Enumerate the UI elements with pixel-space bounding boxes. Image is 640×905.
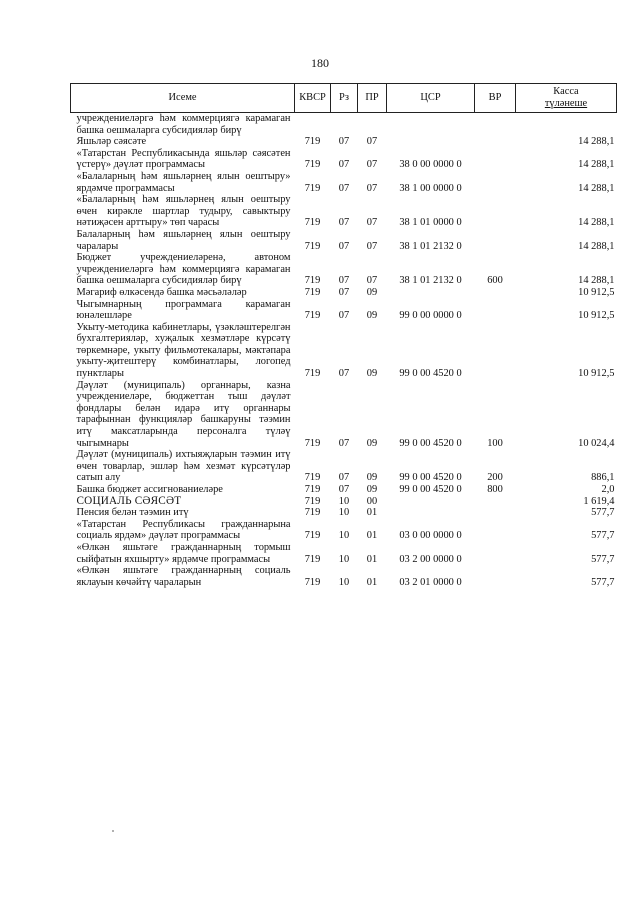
cell-sum: 886,1 [591,472,615,484]
cell-vr [475,299,516,322]
cell-pr: 07 [366,159,378,171]
cell-name: «Татарстан Республикасында яшьләр сәясәтен үстерү» дәүләт программасы [76,147,291,171]
cell-vr [475,136,516,148]
table-row [71,565,617,588]
cell-kvsr: 719 [304,240,321,252]
header-name: Исеме [71,84,295,113]
cell-rz: 10 [338,576,350,588]
cell-csr: 03 2 01 0000 0 [399,576,462,588]
cell-sum: 2,0 [601,484,615,495]
table-row [71,287,617,299]
cell-rz: 07 [338,368,350,380]
cell-sum: 1 619,4 [583,495,615,507]
cell-pr: 01 [366,553,378,565]
cell-pr: 07 [366,217,378,229]
table-row [71,252,617,287]
cell-kvsr: 719 [304,275,321,287]
table-row [71,148,617,171]
table-row [71,171,617,194]
cell-csr [387,507,475,519]
cell-sum: 577,7 [591,553,615,565]
cell-vr [475,507,516,519]
cell-csr: 99 0 00 4520 0 [399,368,462,380]
cell-kvsr: 719 [304,576,321,588]
table-row [71,380,617,450]
cell-pr: 01 [366,530,378,542]
cell-name: «Өлкән яшьтәге гражданнарның тормыш сыйфатын яхшырту» ярдәмче программасы [76,541,291,565]
cell-vr: 600 [487,275,503,287]
table-row [71,519,617,542]
scan-dot [112,830,114,832]
cell-vr [475,171,516,194]
cell-rz: 07 [338,275,350,287]
cell-rz: 07 [338,182,350,194]
cell-pr [358,113,387,137]
cell-name: «Балаларның һәм яшьләрнең ялын оештыру өчен кирәкле шартлар тудыру, савыктыру нәтиҗәсен арттыру» төп чарасы [76,194,291,229]
cell-name: «Татарстан Республикасы гражданнарына социаль ярдәм» дәүләт программасы [76,518,291,542]
cell-rz: 10 [338,507,350,519]
table-row [71,113,617,137]
cell-vr [475,148,516,171]
cell-name: учреждениеләргә һәм коммерциягә карамаган башка оешмаларга субсидияләр бирү [76,113,291,136]
cell-rz: 07 [338,484,350,495]
cell-csr [387,136,475,148]
cell-sum: 577,7 [591,576,615,588]
cell-vr: 800 [487,484,503,495]
cell-pr: 07 [366,136,378,148]
cell-pr: 09 [366,286,378,298]
page-number: 180 [311,56,329,70]
cell-csr: 38 0 00 0000 0 [399,159,462,171]
cell-rz: 07 [338,136,350,148]
cell-name: Балаларның һәм яшьләрнең ялын оештыру чаралары [76,228,291,252]
table-row [71,194,617,229]
cell-kvsr: 719 [304,484,321,495]
cell-csr: 99 0 00 0000 0 [399,310,462,322]
header-kassa-line2: түләнеше [544,98,588,109]
cell-csr: 38 1 01 2132 0 [399,240,462,252]
cell-name: СОЦИАЛЬ СӘЯСӘТ [76,494,182,507]
table-header-row [71,84,617,113]
cell-pr: 01 [366,576,378,588]
cell-kvsr: 719 [304,217,321,229]
cell-sum: 10 912,5 [578,310,615,322]
table-row [71,322,617,380]
cell-vr: 200 [487,472,503,484]
header-pr: ПР [358,84,387,113]
cell-kvsr: 719 [304,495,321,507]
cell-name: Бюджет учреждениеләренә, автоном учреждениеләргә һәм коммерциягә карамаган башка оешмаларга субсидияләр бирү [76,252,291,287]
cell-name: «Өлкән яшьтәге гражданнарның социаль яклауын көчәйтү чараларын [76,565,291,588]
cell-name: Укыту-методика кабинетлары, үзәкләштерелгән бухгалтерияләр, хуҗалык хезмәтләре күрсәтү төркемнәре, укыту фильмотекалары, мәктәпара укыту-җитештерү комбинатлары, логопед пунктлары [76,321,291,380]
cell-rz: 10 [338,553,350,565]
table-row [71,449,617,484]
cell-vr [475,229,516,252]
cell-name: Яшьләр сәясәте [76,136,147,148]
cell-kvsr: 719 [304,286,321,298]
cell-name: Чыгымнарның программага карамаган юнәлешләре [76,298,291,322]
cell-rz: 07 [338,217,350,229]
cell-name: Пенсия белән тәэмин итү [76,507,189,519]
cell-sum: 14 288,1 [578,159,615,171]
cell-rz: 10 [338,495,350,507]
cell-pr: 09 [366,310,378,322]
cell-vr [475,322,516,380]
cell-sum: 14 288,1 [578,240,615,252]
cell-csr: 38 1 01 2132 0 [399,275,462,287]
cell-rz: 07 [338,310,350,322]
cell-sum: 10 912,5 [578,286,615,298]
cell-kvsr: 719 [304,136,321,148]
cell-rz [331,113,358,137]
cell-rz: 07 [338,159,350,171]
header-vr: ВР [475,84,516,113]
cell-vr [475,194,516,229]
cell-name: Башка бюджет ассигнованиеләре [76,484,223,495]
cell-kvsr: 719 [304,507,321,519]
cell-sum: 10 912,5 [578,368,615,380]
table-row [71,229,617,252]
cell-pr: 09 [366,437,378,449]
cell-vr [475,113,516,137]
cell-csr: 38 1 01 0000 0 [399,217,462,229]
header-rz: Рз [331,84,358,113]
cell-sum: 577,7 [591,530,615,542]
table-row [71,507,617,519]
cell-kvsr: 719 [304,159,321,171]
header-csr: ЦСР [387,84,475,113]
cell-csr [387,287,475,299]
cell-rz: 07 [338,286,350,298]
cell-vr: 100 [487,437,503,449]
cell-kvsr: 719 [304,310,321,322]
cell-kvsr: 719 [304,553,321,565]
cell-vr [475,542,516,565]
header-kvsr: КВСР [295,84,331,113]
header-kassa-line1: Касса [553,86,579,97]
cell-sum: 10 024,4 [578,437,615,449]
cell-sum: 14 288,1 [578,136,615,148]
cell-csr: 03 2 00 0000 0 [399,553,462,565]
cell-pr: 07 [366,182,378,194]
table-row [71,136,617,148]
cell-kvsr: 719 [304,437,321,449]
cell-pr: 09 [366,368,378,380]
cell-kvsr: 719 [304,472,321,484]
cell-pr: 07 [366,240,378,252]
cell-rz: 07 [338,472,350,484]
cell-pr: 09 [366,484,378,495]
cell-name: Дәүләт (муниципаль) органнары, казна учреждениеләре, бюджеттан тыш дәүләт фондлары белән идарә итү органнары тарафыннан функцияләр башкаруны тәэмин итү максатларында персоналга түләү чыгымнары [76,379,291,449]
cell-csr: 99 0 00 4520 0 [399,484,462,495]
table-body [71,113,617,589]
cell-sum: 14 288,1 [578,275,615,287]
table-row [71,542,617,565]
cell-kvsr: 719 [304,530,321,542]
cell-csr: 99 0 00 4520 0 [399,472,462,484]
table-row [71,484,617,496]
cell-csr: 38 1 00 0000 0 [399,182,462,194]
cell-rz: 07 [338,437,350,449]
budget-table [70,83,617,588]
cell-kvsr: 719 [304,182,321,194]
cell-name: Дәүләт (муниципаль) ихтыяҗларын тәэмин итү өчен товарлар, эшләр һәм хезмәт күрсәтүләр сатып алу [76,449,291,484]
cell-sum: 14 288,1 [578,182,615,194]
cell-pr: 07 [366,275,378,287]
cell-vr [475,519,516,542]
cell-name: Мәгариф өлкәсендә башка мәсьәләләр [76,286,247,298]
table-row [71,496,617,508]
cell-rz: 07 [338,240,350,252]
cell-pr: 01 [366,507,378,519]
cell-csr: 99 0 00 4520 0 [399,437,462,449]
header-kassa [516,84,617,113]
cell-sum: 14 288,1 [578,217,615,229]
cell-rz: 10 [338,530,350,542]
cell-vr [475,565,516,588]
cell-kvsr [295,113,331,137]
cell-kvsr: 719 [304,368,321,380]
cell-sum: 577,7 [591,507,615,519]
cell-csr [387,496,475,508]
cell-pr: 00 [366,495,378,507]
cell-vr [475,287,516,299]
cell-csr [387,113,475,137]
cell-name: «Балаларның һәм яшьләрнең ялын оештыру» ярдәмче программасы [76,170,291,194]
table-row [71,299,617,322]
cell-vr [475,496,516,508]
cell-csr: 03 0 00 0000 0 [399,530,462,542]
cell-sum [516,113,617,137]
cell-pr: 09 [366,472,378,484]
